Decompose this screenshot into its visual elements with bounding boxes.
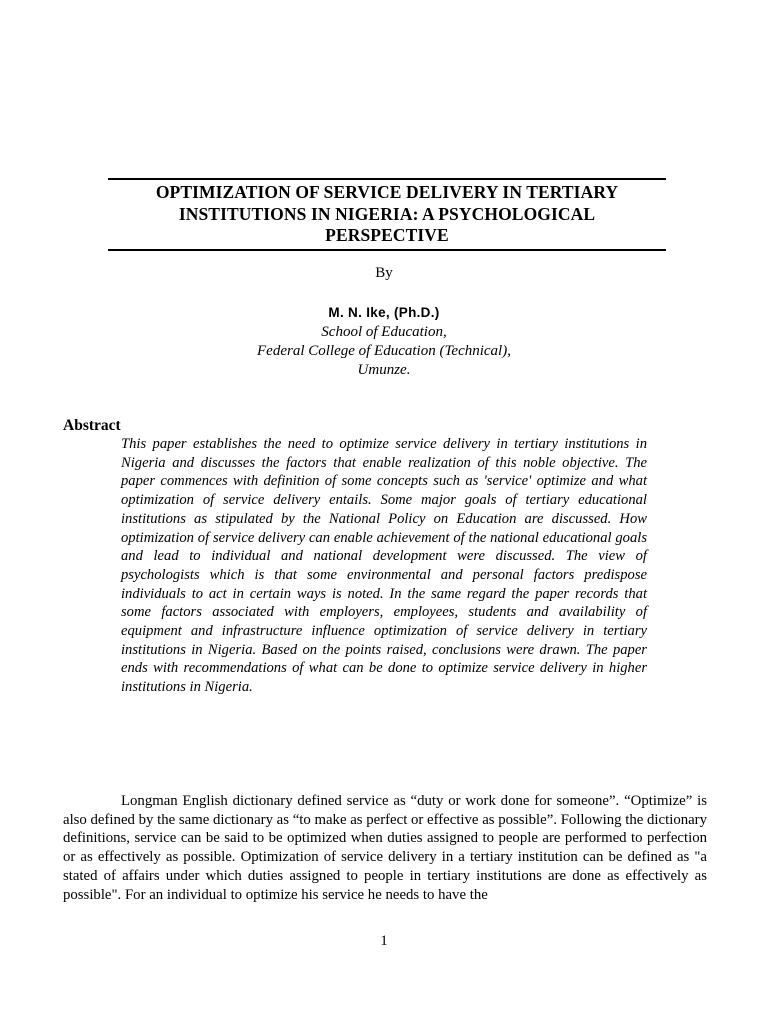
paper-title (108, 182, 666, 247)
page-number: 1 (380, 933, 388, 949)
author-affiliation (0, 323, 768, 380)
affiliation-line: Federal College of Education (Technical), (257, 343, 511, 359)
body-paragraph: Longman English dictionary defined service as “duty or work done for someone”. “Optimize” is also defined by the same dictionary as “to make as perfect or effective as possible”. Following the dictionary definitions, service can be said to be optimized when duties assigned to people are performed to perfection or as effectively as possible. Optimization of service delivery in a tertiary institution can be defined as "a stated of affairs under which duties assigned to people in tertiary institutions are done as effectively as possible". For an individual to optimize his service he needs to have the (63, 793, 708, 903)
by-line: By (375, 265, 393, 281)
affiliation-line: Umunze. (357, 362, 411, 378)
abstract-text: This paper establishes the need to optimize service delivery in tertiary institutions in Nigeria and discusses the factors that enable realization of this noble objective. The paper commences with definition of some concepts such as 'service' optimize and what optimization of service delivery entails. Some major goals of tertiary educational institutions as stipulated by the National Policy on Education are discussed. How optimization of service delivery can enable achievement of the national educational goals and lead to individual and national development were discussed. The view of psychologists which is that some environmental and personal factors predispose individuals to act in certain ways is noted. In the same regard the paper records that some factors associated with employers, employees, students and availability of equipment and infrastructure influence optimization of service delivery in tertiary institutions in Nigeria. Based on the points raised, conclusions were drawn. The paper ends with recommendations of what can be done to optimize service delivery in higher institutions in Nigeria. (121, 436, 647, 696)
title-line: OPTIMIZATION OF SERVICE DELIVERY IN TERTIARY (155, 182, 619, 202)
title-line: PERSPECTIVE (325, 225, 449, 245)
title-bottom-rule (108, 249, 666, 251)
abstract-heading: Abstract (63, 417, 121, 434)
title-line: INSTITUTIONS IN NIGERIA: A PSYCHOLOGICAL (178, 203, 596, 224)
title-block (108, 178, 666, 251)
affiliation-line: School of Education, (321, 324, 447, 340)
author-name: M. N. Ike, (Ph.D.) (328, 305, 440, 320)
title-top-rule (108, 178, 666, 180)
